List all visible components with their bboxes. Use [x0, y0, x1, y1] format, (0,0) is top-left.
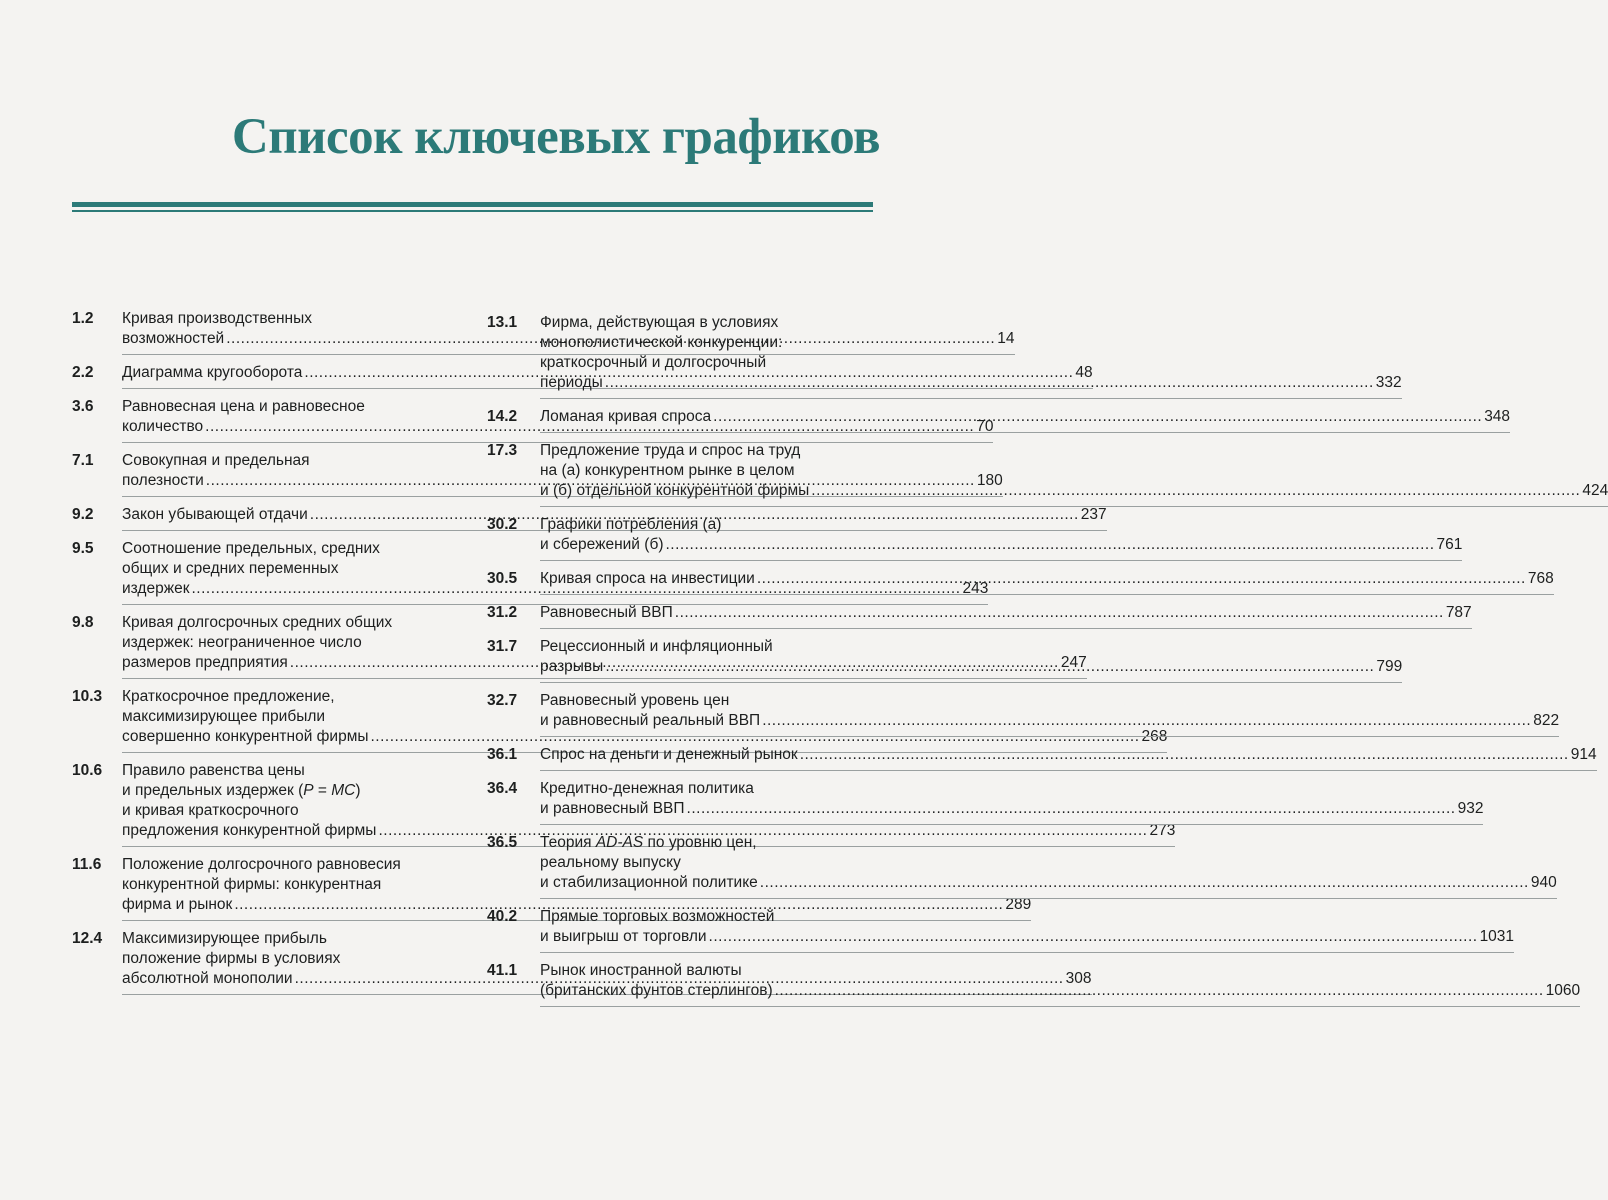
toc-entry	[487, 745, 1597, 771]
entry-gap	[487, 737, 877, 745]
toc-entry	[487, 779, 1484, 825]
entry-title-line: Совокупная и предельная	[122, 452, 310, 469]
figure-number: 36.1	[487, 746, 518, 763]
figure-number: 31.2	[487, 604, 518, 621]
entry-gap	[487, 399, 877, 407]
figure-number: 9.5	[72, 540, 94, 557]
page-number: 914	[1570, 746, 1597, 763]
entry-body	[540, 745, 1597, 771]
entry-title-line: Положение долгосрочного равновесия	[122, 856, 401, 873]
figure-number: 12.4	[72, 930, 103, 947]
dot-leader	[775, 981, 1544, 1001]
entry-gap	[487, 629, 877, 637]
entry-title-line: Кривая долгосрочных средних общих	[122, 614, 393, 631]
entry-title-line: Кривая спроса на инвестиции	[540, 570, 755, 587]
entry-title-line: положение фирмы в условиях	[122, 950, 341, 967]
entry-title-line: Равновесный уровень цен	[540, 692, 730, 709]
entry-last-line	[540, 711, 1559, 731]
figure-number: 32.7	[487, 692, 518, 709]
entry-body	[540, 569, 1554, 595]
entry-gap	[72, 753, 458, 761]
entry-title-line: количество	[122, 418, 204, 435]
entry-title-line: и стабилизационной политике	[540, 874, 758, 891]
entry-gap	[487, 683, 877, 691]
entry-title-line: Рынок иностранной валюты	[540, 962, 742, 979]
page-number: 761	[1436, 536, 1463, 553]
figure-number: 2.2	[72, 364, 94, 381]
entry-body	[540, 691, 1559, 737]
entry-title-line: разрывы	[540, 658, 604, 675]
page-number: 332	[1375, 374, 1402, 391]
figure-number: 30.2	[487, 516, 518, 533]
entry-gap	[72, 995, 458, 1003]
entry-title-line: монополистической конкуренции:	[540, 334, 783, 351]
entry-title-line: предложения конкурентной фирмы	[122, 822, 377, 839]
page-number: 180	[976, 472, 1003, 489]
entry-title-line: Максимизирующее прибыль	[122, 930, 327, 947]
entry-title-line: Равновесный ВВП	[540, 604, 673, 621]
entry-gap	[72, 355, 458, 363]
entry-gap	[487, 899, 877, 907]
entry-gap	[487, 433, 877, 441]
figure-number: 14.2	[487, 408, 518, 425]
entry-last-line	[540, 745, 1597, 765]
entry-gap	[72, 443, 458, 451]
entry-gap	[72, 921, 458, 929]
dot-leader	[800, 745, 1569, 765]
dot-leader	[709, 927, 1478, 947]
entry-title-line: и равновесный реальный ВВП	[540, 712, 761, 729]
figure-number: 40.2	[487, 908, 518, 925]
entry-body	[540, 907, 1514, 953]
entry-last-line	[540, 981, 1580, 1001]
entry-title-line: Графики потребления (а)	[540, 516, 722, 533]
entry-gap	[487, 771, 877, 779]
page-number: 940	[1530, 874, 1557, 891]
page-number: 1060	[1545, 982, 1581, 999]
page-number: 243	[962, 580, 989, 597]
figure-number: 17.3	[487, 442, 518, 459]
entry-title-line: периоды	[540, 374, 603, 391]
entry-last-line	[540, 927, 1514, 947]
title-rule-thin	[72, 210, 873, 212]
entry-title-line: Спрос на деньги и денежный рынок	[540, 746, 798, 763]
entry-title-line: Кредитно-денежная политика	[540, 780, 754, 797]
dot-leader	[687, 799, 1456, 819]
entry-gap	[487, 595, 877, 603]
page-number: 768	[1527, 570, 1554, 587]
entry-last-line	[540, 373, 1402, 393]
dot-leader	[605, 657, 1374, 677]
entry-gap	[487, 561, 877, 569]
toc-entry	[487, 907, 1515, 953]
entry-title-line: издержек: неограниченное число	[122, 634, 362, 651]
dot-leader	[757, 569, 1526, 589]
toc-entry	[487, 833, 1557, 899]
entry-title-line: издержек	[122, 580, 190, 597]
dot-leader	[713, 407, 1482, 427]
entry-last-line	[540, 603, 1472, 623]
entry-body	[540, 961, 1580, 1007]
entry-title-line: фирма и рынок	[122, 896, 233, 913]
entry-body	[540, 407, 1510, 433]
entry-title-line: возможностей	[122, 330, 225, 347]
figure-number: 1.2	[72, 310, 94, 327]
dot-leader	[760, 873, 1529, 893]
entry-title-line: Теория AD-AS по уровню цен,	[540, 834, 757, 851]
entry-title-line: Краткосрочное предложение,	[122, 688, 335, 705]
page-number: 273	[1149, 822, 1176, 839]
entry-title-line: совершенно конкурентной фирмы	[122, 728, 369, 745]
figure-number: 36.4	[487, 780, 518, 797]
entry-body	[540, 833, 1557, 899]
entry-title-line: Равновесная цена и равновесное	[122, 398, 365, 415]
entry-title-line: и выигрыш от торговли	[540, 928, 707, 945]
figure-number: 10.3	[72, 688, 103, 705]
entry-title-line: абсолютной монополии	[122, 970, 293, 987]
entry-title-line: (британских фунтов стерлингов)	[540, 982, 773, 999]
entry-gap	[487, 1007, 877, 1015]
entry-title-line: Рецессионный и инфляционный	[540, 638, 773, 655]
figure-number: 13.1	[487, 314, 518, 331]
entry-body	[540, 779, 1483, 825]
figure-number: 41.1	[487, 962, 518, 979]
figure-number: 10.6	[72, 762, 103, 779]
page-number: 348	[1484, 408, 1511, 425]
figure-number: 3.6	[72, 398, 94, 415]
figure-number: 36.5	[487, 834, 518, 851]
entry-title-line: максимизирующее прибыли	[122, 708, 326, 725]
figure-number: 30.5	[487, 570, 518, 587]
figure-number: 7.1	[72, 452, 94, 469]
dot-leader	[665, 535, 1434, 555]
entry-title-line: и (б) отдельной конкурентной фирмы	[540, 482, 810, 499]
entry-gap	[72, 679, 458, 687]
entry-title-line: и сбережений (б)	[540, 536, 664, 553]
dot-leader	[811, 481, 1580, 501]
entry-last-line	[540, 873, 1557, 893]
entry-title-line: размеров предприятия	[122, 654, 288, 671]
entry-last-line	[540, 569, 1554, 589]
figure-number: 11.6	[72, 856, 102, 873]
page-number: 48	[1075, 364, 1093, 381]
entry-last-line	[540, 799, 1483, 819]
entry-gap	[487, 825, 877, 833]
entry-title-line: Правило равенства цены	[122, 762, 305, 779]
figure-number: 9.8	[72, 614, 94, 631]
entry-last-line	[540, 657, 1402, 677]
entry-title-line: на (а) конкурентном рынке в целом	[540, 462, 795, 479]
dot-leader	[762, 711, 1531, 731]
toc-entry	[487, 515, 1463, 561]
toc-entry	[487, 603, 1472, 629]
page-number: 70	[976, 418, 994, 435]
page-number: 268	[1141, 728, 1168, 745]
page-number: 799	[1376, 658, 1403, 675]
entry-body	[540, 637, 1402, 683]
entry-title-line: и равновесный ВВП	[540, 800, 685, 817]
entry-title-line: Фирма, действующая в условиях	[540, 314, 779, 331]
figure-number: 31.7	[487, 638, 518, 655]
entry-title-line: Прямые торговых возможностей	[540, 908, 775, 925]
dot-leader	[675, 603, 1444, 623]
entry-title-line: краткосрочный и долгосрочный	[540, 354, 767, 371]
entry-gap	[72, 531, 458, 539]
entry-title-line: и предельных издержек (P = MC)	[122, 782, 361, 799]
entry-body	[540, 515, 1462, 561]
page-number: 289	[1005, 896, 1032, 913]
page-number: 247	[1060, 654, 1087, 671]
entry-title-line: и кривая краткосрочного	[122, 802, 299, 819]
entry-title-line: Закон убывающей отдачи	[122, 506, 308, 523]
page-number: 932	[1457, 800, 1484, 817]
title-rule-thick	[72, 202, 873, 207]
entry-title-line: конкурентной фирмы: конкурентная	[122, 876, 382, 893]
page-title: Список ключевых графиков	[231, 109, 880, 165]
entry-title-line: реальному выпуску	[540, 854, 681, 871]
entry-title-line: Кривая производственных	[122, 310, 313, 327]
entry-last-line	[540, 407, 1510, 427]
entry-last-line	[540, 535, 1462, 555]
page-number: 787	[1445, 604, 1472, 621]
entry-gap	[487, 953, 877, 961]
entry-body	[540, 441, 1608, 507]
entry-title-line: Ломаная кривая спроса	[540, 408, 712, 425]
entry-body	[540, 603, 1472, 629]
entry-gap	[487, 507, 877, 515]
entry-gap	[72, 605, 458, 613]
page-number: 424	[1582, 482, 1608, 499]
entry-body	[540, 313, 1402, 399]
page-number: 308	[1065, 970, 1092, 987]
dot-leader	[605, 373, 1374, 393]
entry-last-line	[540, 481, 1608, 501]
entry-title-line: Соотношение предельных, средних	[122, 540, 380, 557]
entry-gap	[72, 389, 458, 397]
entry-title-line: Предложение труда и спрос на труд	[540, 442, 801, 459]
figure-number: 9.2	[72, 506, 94, 523]
entry-title-line: полезности	[122, 472, 204, 489]
page-number: 1031	[1479, 928, 1515, 945]
entry-gap	[72, 497, 458, 505]
entry-gap	[72, 847, 458, 855]
page-number: 14	[997, 330, 1015, 347]
page-number: 822	[1533, 712, 1560, 729]
entry-title-line: Диаграмма кругооборота	[122, 364, 303, 381]
page-number: 237	[1080, 506, 1107, 523]
entry-title-line: общих и средних переменных	[122, 560, 339, 577]
